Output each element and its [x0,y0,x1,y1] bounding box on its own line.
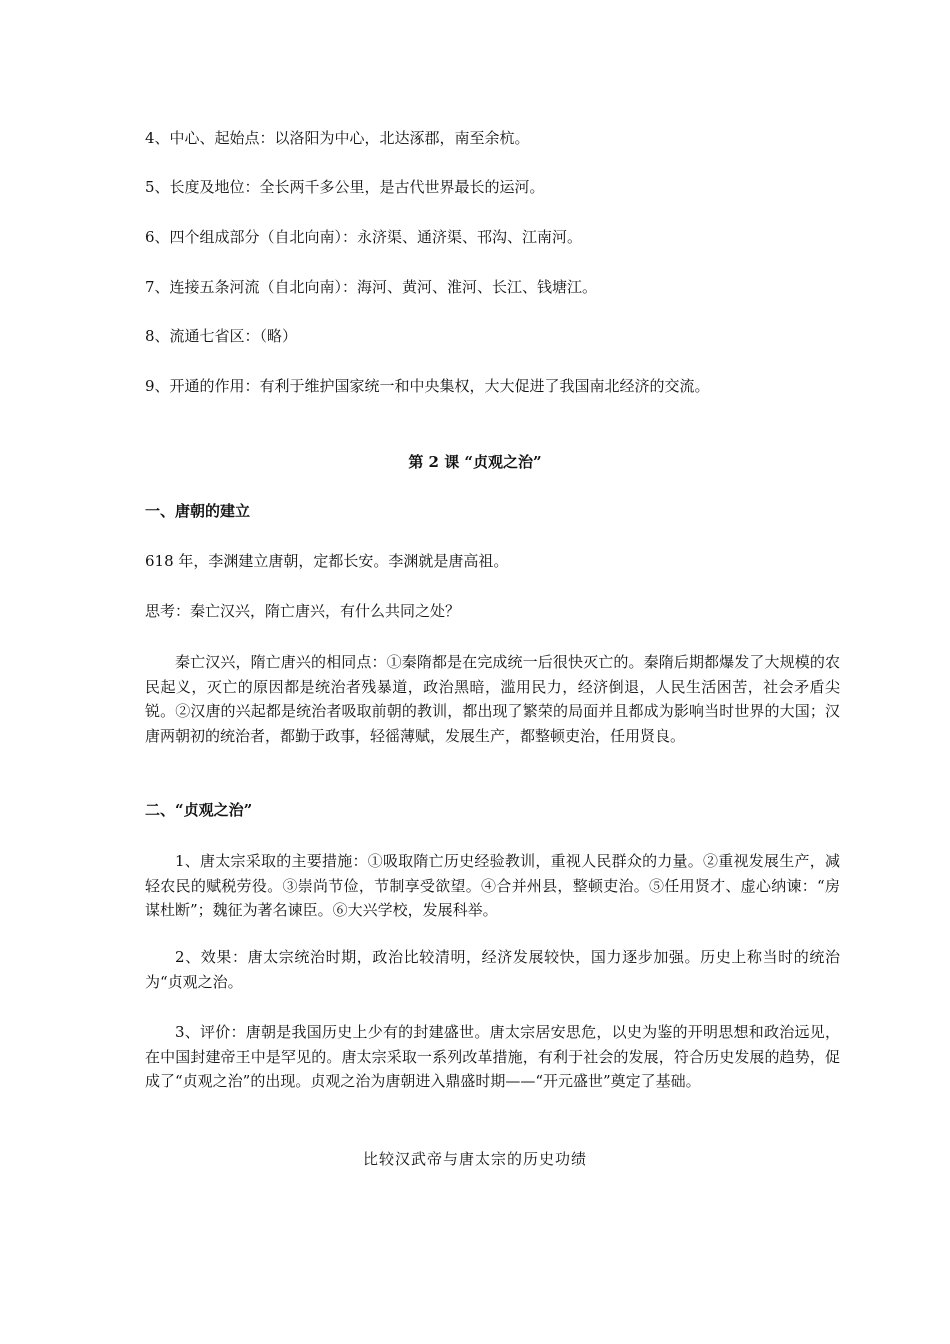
canal-item-5: 5、长度及地位：全长两千多公里，是古代世界最长的运河。 [145,178,545,196]
lesson-title: 第 2 课 “贞观之治” [408,453,542,471]
effect-paragraph: 2、效果：唐太宗统治时期，政治比较清明，经济发展较快，国力逐步加强。历史上称当时的统治为“贞观之治。 [145,948,840,991]
think-answer-paragraph: 秦亡汉兴，隋亡唐兴的相同点：①秦隋都是在完成统一后很快灭亡的。秦隋后期都爆发了大规模的农民起义，灭亡的原因都是统治者残暴道，政治黑暗，滥用民力，经济倒退，人民生活困苦，社会矛盾尖锐。②汉唐的兴起都是统治者吸取前朝的教训，都出现了繁荣的局面并且都成为影响当时世界的大国；汉唐两朝初的统治者，都勤于政事，轻徭薄赋，发展生产，都整顿吏治，任用贤良。 [145,653,840,745]
canal-item-6: 6、四个组成部分（自北向南）：永济渠、通济渠、邗沟、江南河。 [145,228,583,246]
section-heading-founding: 一、唐朝的建立 [145,502,251,520]
canal-item-7: 7、连接五条河流（自北向南）：海河、黄河、淮河、长江、钱塘江。 [145,278,598,296]
comparison-caption: 比较汉武帝与唐太宗的历史功绩 [362,1150,587,1168]
canal-item-9: 9、开通的作用：有利于维护国家统一和中央集权，大大促进了我国南北经济的交流。 [145,377,710,395]
section-heading-zhenguan: 二、“贞观之治” [145,801,253,819]
founding-fact: 618 年，李渊建立唐朝，定都长安。李渊就是唐高祖。 [145,552,509,570]
evaluation-paragraph: 3、评价：唐朝是我国历史上少有的封建盛世。唐太宗居安思危，以史为鉴的开明思想和政治远见，在中国封建帝王中是罕见的。唐太宗采取一系列改革措施，有利于社会的发展，符合历史发展的趋势，促成了“贞观之治”的出现。贞观之治为唐朝进入鼎盛时期——“开元盛世”奠定了基础。 [145,1023,840,1090]
canal-item-4: 4、中心、起始点：以洛阳为中心，北达涿郡，南至余杭。 [145,129,530,147]
canal-item-8: 8、流通七省区：（略） [145,327,298,345]
measures-paragraph: 1、唐太宗采取的主要措施：①吸取隋亡历史经验教训，重视人民群众的力量。②重视发展生产，减轻农民的赋税劳役。③崇尚节俭，节制享受欲望。④合并州县，整顿吏治。⑤任用贤才、虚心纳谏：“房谋杜断”；魏征为著名谏臣。⑥大兴学校，发展科举。 [145,852,840,919]
think-question: 思考：秦亡汉兴，隋亡唐兴，有什么共同之处？ [145,602,461,620]
